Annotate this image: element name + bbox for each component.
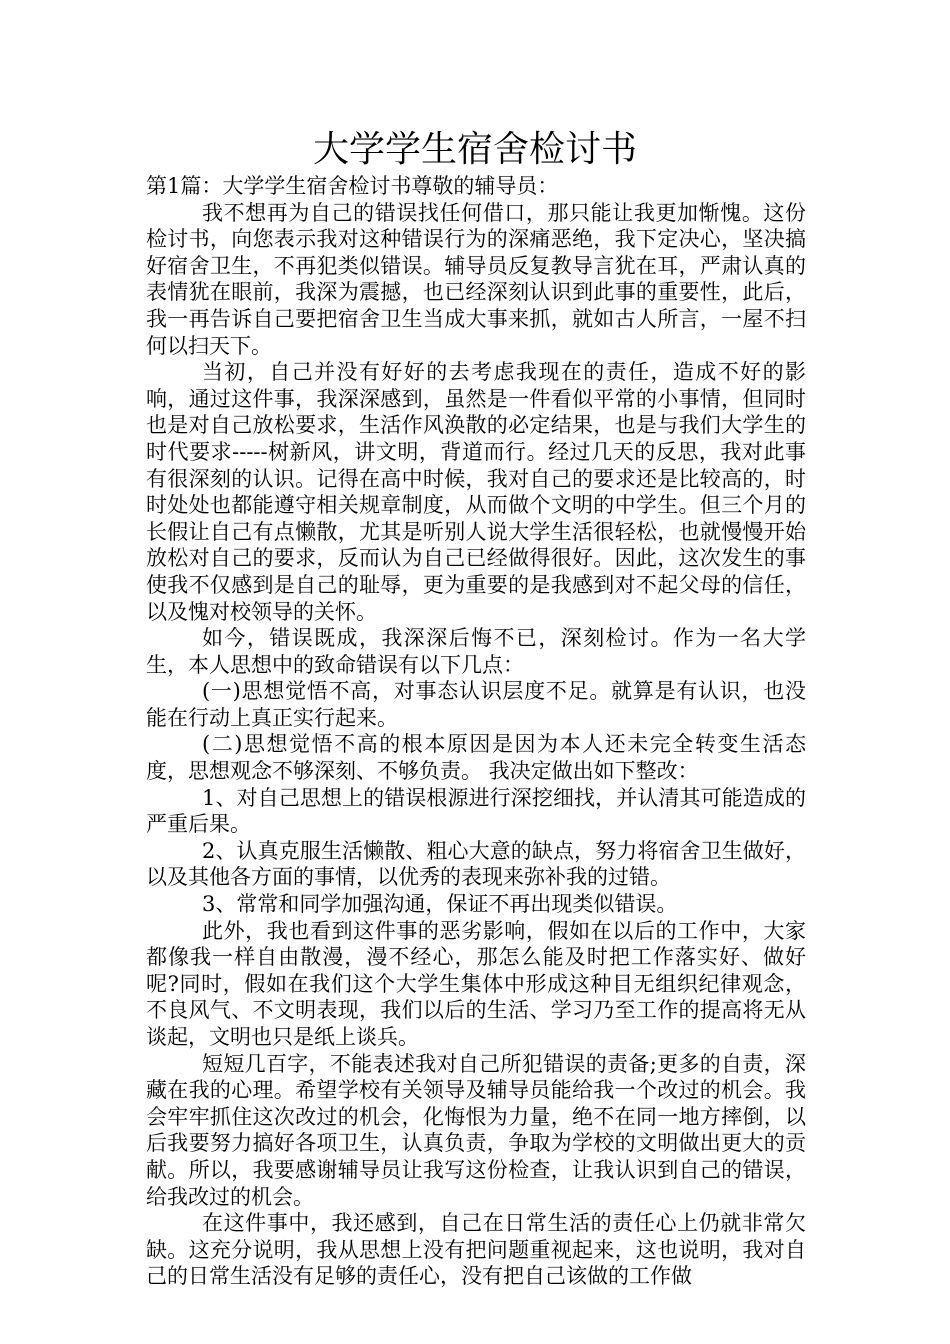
- document-body: [146, 173, 806, 1290]
- paragraph: 此外，我也看到这件事的恶劣影响，假如在以后的工作中，大家都像我一样自由散漫，漫不经心，那怎么能及时把工作落实好、做好呢?同时，假如在我们这个大学生集体中形成这种目无组织纪律观念，不良风气、不文明表现，我们以后的生活、学习乃至工作的提高将无从谈起，文明也只是纸上谈兵。: [146, 918, 806, 1049]
- document-title: 大学学生宿舍检讨书: [312, 129, 637, 170]
- paragraph: 2、认真克服生活懒散、粗心大意的缺点，努力将宿舍卫生做好，以及其他各方面的事情，以优秀的表现来弥补我的过错。: [146, 838, 806, 890]
- paragraph: 在这件事中，我还感到，自己在日常生活的责任心上仍就非常欠缺。这充分说明，我从思想上没有把问题重视起来，这也说明，我对自己的日常生活没有足够的责任心，没有把自己该做的工作做: [146, 1211, 806, 1289]
- paragraph: (二)思想觉悟不高的根本原因是因为本人还未完全转变生活态度，思想观念不够深刻、不够负责。 我决定做出如下整改：: [146, 732, 806, 784]
- paragraph: 如今，错误既成，我深深后悔不已，深刻检讨。作为一名大学生，本人思想中的致命错误有以下几点：: [146, 626, 806, 677]
- paragraph: (一)思想觉悟不高，对事态认识层度不足。就算是有认识，也没能在行动上真正实行起来。: [146, 679, 806, 730]
- paragraph: 短短几百字，不能表述我对自己所犯错误的责备;更多的自责，深藏在我的心理。希望学校有关领导及辅导员能给我一个改过的机会。我会牢牢抓住这次改过的机会，化悔恨为力量，绝不在同一地方摔倒，以后我要努力搞好各项卫生，认真负责，争取为学校的文明做出更大的贡献。所以，我要感谢辅导员让我写这份检查，让我认识到自己的错误，给我改过的机会。: [146, 1051, 806, 1209]
- paragraph: 1、对自己思想上的错误根源进行深挖细找，并认清其可能造成的严重后果。: [146, 785, 806, 837]
- paragraph-heading: 第1篇：大学学生宿舍检讨书尊敬的辅导员：: [146, 174, 559, 198]
- paragraph: 我不想再为自己的错误找任何借口，那只能让我更加惭愧。这份检讨书，向您表示我对这种错误行为的深痛恶绝，我下定决心，坚决搞好宿舍卫生，不再犯类似错误。辅导员反复教导言犹在耳，严肃认真的表情犹在眼前，我深为震撼，也已经深刻认识到此事的重要性，此后，我一再告诉自己要把宿舍卫生当成大事来抓，就如古人所言，一屋不扫何以扫天下。: [146, 200, 806, 358]
- paragraph: 3、常常和同学加强沟通，保证不再出现类似错误。: [202, 892, 678, 917]
- paragraph: 当初，自己并没有好好的去考虑我现在的责任，造成不好的影响，通过这件事，我深深感到，虽然是一件看似平常的小事情，但同时也是对自己放松要求，生活作风涣散的必定结果，也是与我们大学生的时代要求-----树新风，讲文明，背道而行。经过几天的反思，我对此事有很深刻的认识。记得在高中时候，我对自己的要求还是比较高的，时时处处也都能遵守相关规章制度，从而做个文明的中学生。但三个月的长假让自己有点懒散，尤其是听别人说大学生活很轻松，也就慢慢开始放松对自己的要求，反而认为自己已经做得很好。因此，这次发生的事使我不仅感到是自己的耻辱，更为重要的是我感到对不起父母的信任，以及愧对校领导的关怀。: [146, 360, 806, 624]
